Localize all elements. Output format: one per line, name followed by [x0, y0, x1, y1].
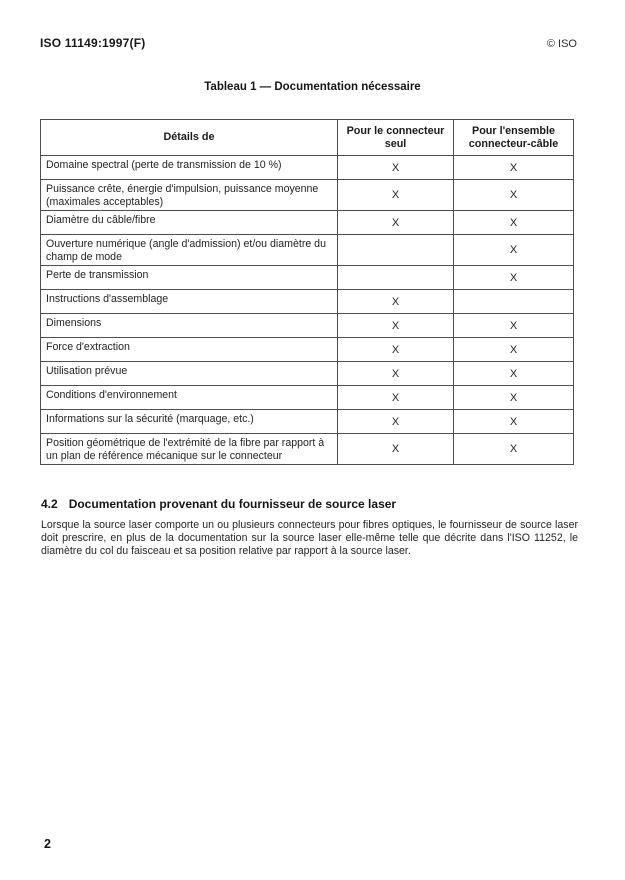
mark-connector-cable: [454, 290, 574, 314]
row-label: Perte de transmission: [41, 266, 338, 290]
documentation-table: [40, 119, 574, 465]
section-heading: [41, 497, 578, 511]
mark-connector-cable: X: [454, 180, 574, 211]
mark-connector-only: [338, 266, 454, 290]
mark-connector-cable: X: [454, 211, 574, 235]
table-row: [41, 434, 574, 465]
row-label: Position géométrique de l'extrémité de la fibre par rapport à un plan de référence mécanique sur le connecteur: [41, 434, 338, 465]
mark-connector-only: X: [338, 180, 454, 211]
row-label: Informations sur la sécurité (marquage, etc.): [41, 410, 338, 434]
row-label: Dimensions: [41, 314, 338, 338]
document-reference: ISO 11149:1997(F): [40, 36, 146, 50]
column-header-details: Détails de: [41, 120, 338, 156]
mark-connector-only: X: [338, 386, 454, 410]
table-row: [41, 386, 574, 410]
row-label: Puissance crête, énergie d'impulsion, puissance moyenne (maximales acceptables): [41, 180, 338, 211]
mark-connector-only: X: [338, 434, 454, 465]
table-header-row: [41, 120, 574, 156]
mark-connector-only: X: [338, 362, 454, 386]
mark-connector-only: X: [338, 290, 454, 314]
table-row: [41, 410, 574, 434]
mark-connector-cable: X: [454, 410, 574, 434]
row-label: Force d'extraction: [41, 338, 338, 362]
table-row: [41, 362, 574, 386]
table-row: [41, 156, 574, 180]
section-number: 4.2: [41, 497, 58, 511]
copyright-notice: © ISO: [546, 38, 577, 50]
table-row: [41, 180, 574, 211]
row-label: Domaine spectral (perte de transmission de 10 %): [41, 156, 338, 180]
column-header-connector-cable: Pour l'ensemble connecteur-câble: [454, 120, 574, 156]
body-paragraph: Lorsque la source laser comporte un ou plusieurs connecteurs pour fibres optiques, le fournisseur de source laser doit prescrire, en plus de la documentation sur la source laser elle-même telle que décrite dans l'ISO 11252, le diamètre du col du faisceau et sa position relative par rapport à la source laser.: [41, 519, 578, 558]
mark-connector-cable: X: [454, 156, 574, 180]
mark-connector-cable: X: [454, 434, 574, 465]
mark-connector-cable: X: [454, 362, 574, 386]
row-label: Utilisation prévue: [41, 362, 338, 386]
section-title: Documentation provenant du fournisseur de source laser: [68, 497, 397, 511]
mark-connector-only: X: [338, 156, 454, 180]
table-title: Tableau 1 — Documentation nécessaire: [204, 81, 421, 93]
row-label: Diamètre du câble/fibre: [41, 211, 338, 235]
row-label: Instructions d'assemblage: [41, 290, 338, 314]
mark-connector-cable: X: [454, 314, 574, 338]
mark-connector-only: X: [338, 314, 454, 338]
table-row: [41, 338, 574, 362]
mark-connector-only: X: [338, 410, 454, 434]
row-label: Ouverture numérique (angle d'admission) et/ou diamètre du champ de mode: [41, 235, 338, 266]
mark-connector-only: X: [338, 211, 454, 235]
mark-connector-only: X: [338, 338, 454, 362]
mark-connector-only: [338, 235, 454, 266]
mark-connector-cable: X: [454, 235, 574, 266]
row-label: Conditions d'environnement: [41, 386, 338, 410]
column-header-connector-only: Pour le connecteur seul: [338, 120, 454, 156]
page-number: 2: [44, 837, 51, 851]
table-row: [41, 266, 574, 290]
table-row: [41, 314, 574, 338]
table-row: [41, 211, 574, 235]
mark-connector-cable: X: [454, 386, 574, 410]
table-row: [41, 290, 574, 314]
mark-connector-cable: X: [454, 338, 574, 362]
mark-connector-cable: X: [454, 266, 574, 290]
page-header: [0, 0, 625, 50]
table-row: [41, 235, 574, 266]
